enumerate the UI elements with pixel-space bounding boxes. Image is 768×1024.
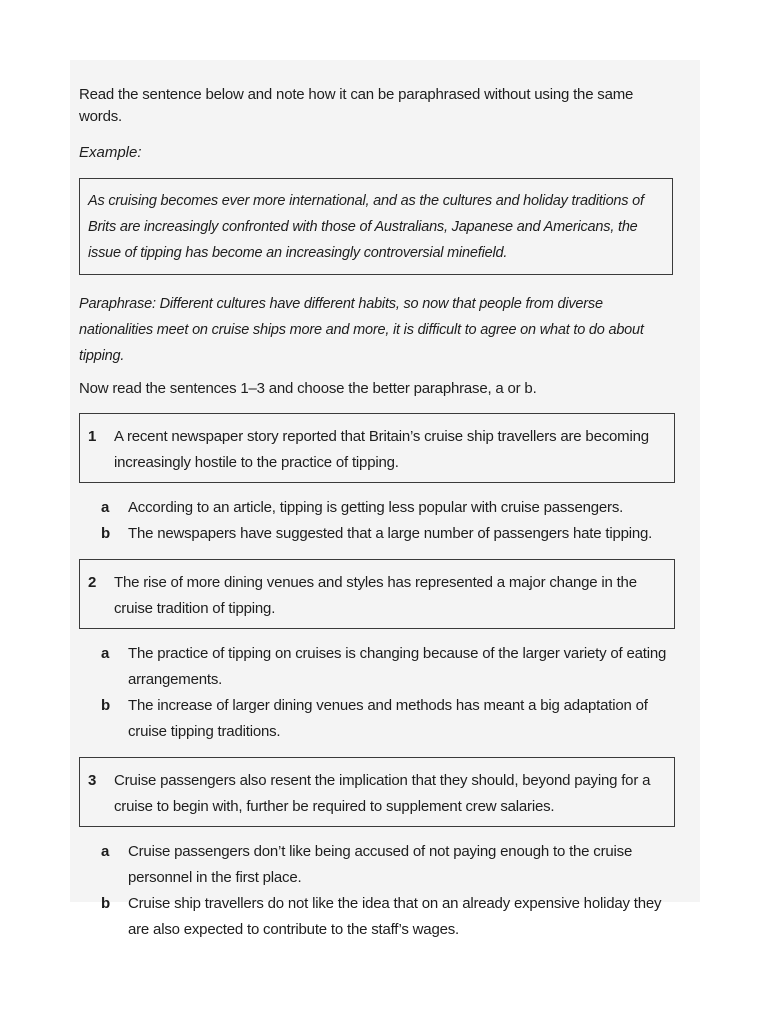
- option-letter: a: [101, 499, 110, 516]
- options-list: [79, 641, 679, 745]
- instruction-choose: Now read the sentences 1–3 and choose the better paraphrase, a or b.: [79, 380, 537, 397]
- option-letter: a: [101, 843, 110, 860]
- question-3: [79, 757, 679, 943]
- option-text: The newspapers have suggested that a large number of passengers hate tipping.: [128, 525, 653, 542]
- option-text: The increase of larger dining venues and methods has meant a big adaptation of cruise tipping traditions.: [128, 697, 648, 740]
- option-a[interactable]: [101, 839, 679, 891]
- example-label: Example:: [79, 144, 142, 161]
- worksheet: [79, 84, 679, 955]
- question-box: [79, 413, 675, 483]
- option-letter: b: [101, 697, 110, 714]
- option-a[interactable]: [101, 495, 679, 521]
- option-text: Cruise ship travellers do not like the idea that on an already expensive holiday they are also expected to contribute to the staff’s wages.: [128, 895, 662, 938]
- options-list: [79, 495, 679, 547]
- question-number: 3: [88, 772, 97, 789]
- question-text: A recent newspaper story reported that Britain’s cruise ship travellers are becoming increasingly hostile to the practice of tipping.: [114, 428, 649, 471]
- option-letter: b: [101, 525, 110, 542]
- paraphrase-text: Paraphrase: Different cultures have different habits, so now that people from diverse nationalities meet on cruise ships more and more, it is difficult to agree on what to do about tipping.: [79, 296, 644, 364]
- question-box: [79, 559, 675, 629]
- example-box: As cruising becomes ever more international, and as the cultures and holiday traditions of Brits are increasingly confronted with those of Australians, Japanese and Americans, the issue of tipping has become an increasingly controversial minefield.: [79, 178, 673, 275]
- option-letter: a: [101, 645, 110, 662]
- option-text: According to an article, tipping is getting less popular with cruise passengers.: [128, 499, 624, 516]
- question-number: 1: [88, 428, 97, 445]
- instruction-text: Read the sentence below and note how it can be paraphrased without using the same words.: [79, 86, 634, 125]
- option-b[interactable]: [101, 521, 679, 547]
- option-b[interactable]: [101, 693, 679, 745]
- option-text: The practice of tipping on cruises is changing because of the larger variety of eating arrangements.: [128, 645, 667, 688]
- question-box: [79, 757, 675, 827]
- question-2: [79, 559, 679, 745]
- option-a[interactable]: [101, 641, 679, 693]
- question-text: Cruise passengers also resent the implication that they should, beyond paying for a cruise to begin with, further be required to supplement crew salaries.: [114, 772, 651, 815]
- option-letter: b: [101, 895, 110, 912]
- option-text: Cruise passengers don’t like being accused of not paying enough to the cruise personnel in the first place.: [128, 843, 633, 886]
- option-b[interactable]: [101, 891, 679, 943]
- question-1: [79, 413, 679, 547]
- options-list: [79, 839, 679, 943]
- question-number: 2: [88, 574, 97, 591]
- question-text: The rise of more dining venues and styles has represented a major change in the cruise tradition of tipping.: [114, 574, 637, 617]
